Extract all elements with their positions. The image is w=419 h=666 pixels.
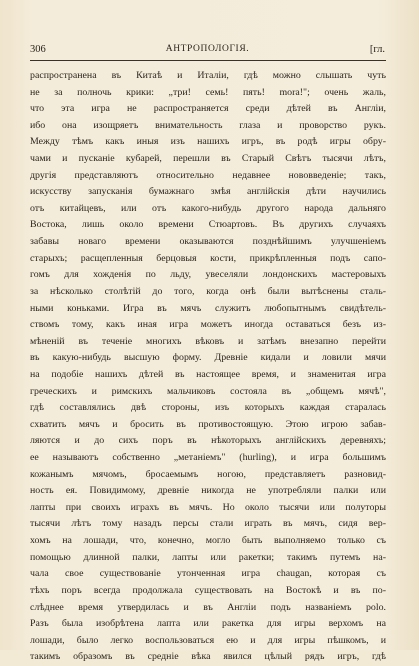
text-line: чала свое существованіе утонченная игра chaugan, которая съ — [30, 568, 386, 580]
text-line: Востока, лишь около времени Стюартовъ. Въ другихъ случаяхъ — [30, 219, 386, 231]
chapter-mark: [гл. — [369, 44, 385, 55]
text-line: мѣненій въ теченіе многихъ вѣковъ и затѣмъ внезапно перейти — [30, 335, 386, 347]
text-line: такимъ образомъ въ средніе вѣка явился цѣлый рядъ игръ, гдѣ — [30, 651, 386, 663]
text-line: лошади, было легко воспользоваться ею и для игры пѣшкомъ, и — [30, 634, 386, 646]
text-line: ность ея. Повидимому, древніе никогда не употребляли палки или — [30, 485, 386, 497]
text-line: не за полночь крики: „три! семь! пять! mora!"; очень жаль, — [30, 86, 386, 98]
text-line: отъ китайцевъ, или отъ какого-нибудь другого народа дальняго — [30, 202, 386, 214]
body-text — [30, 68, 386, 666]
text-line: другія представляютъ относительно недавнее нововведеніе; такъ, — [30, 169, 386, 181]
text-line: лапты при своихъ играхъ въ мячъ. Но около тысячи или полуторы — [30, 501, 386, 513]
text-line: искусству запусканія бумажнаго змѣя англійскія дѣти научились — [30, 186, 386, 198]
text-line: ибо она изощряетъ внимательность глаза и проворство рукъ. — [30, 119, 386, 131]
text-line: гомъ для хожденія по льду, увеселяли лондонскихъ мастеровыхъ — [30, 269, 386, 281]
text-line: старыхъ; расщепленныя берцовыя кости, прикрѣпленныя подъ сапо- — [30, 252, 386, 264]
page-number: 306 — [30, 44, 46, 55]
text-line: схватить мячъ и бросить въ противостоящую. Этою игрою забав- — [30, 418, 386, 430]
text-line: греческихъ и римскихъ мальчиковъ состояла въ „общемъ мячѣ", — [30, 385, 386, 397]
text-line: кожанымъ мячомъ, бросаемымъ ногою, представляетъ разновид- — [30, 468, 386, 480]
text-line: чами и пусканіе кубарей, перешли въ Старый Свѣтъ тысячи лѣтъ, — [30, 153, 386, 165]
header-rule — [30, 60, 386, 61]
text-line: забавы новаго времени оказываются позднѣйшимъ улучшеніемъ — [30, 236, 386, 248]
text-line: въ какую-нибудь высшую форму. Древніе кидали и ловили мячи — [30, 352, 386, 364]
text-line: что эта игра не распространяется среди дѣтей въ Англіи, — [30, 103, 386, 115]
text-line: слѣднее время утвердилась и въ Англіи подъ названіемъ polo. — [30, 601, 386, 613]
text-line: ными коньками. Игра въ мячъ служитъ любопытнымъ свидѣтель- — [30, 302, 386, 314]
text-line: Между тѣмъ какъ иныя изъ нашихъ игръ, въ родѣ игры обру- — [30, 136, 386, 148]
text-line: за нѣсколько столѣтій до того, когда онѣ были вытѣснены сталь- — [30, 285, 386, 297]
text-line: гдѣ составлялись двѣ стороны, изъ которыхъ каждая старалась — [30, 402, 386, 414]
text-line: на подобіе нашихъ дѣтей въ настоящее время, и знаменитая игра — [30, 368, 386, 380]
page-header — [30, 44, 385, 58]
text-line: тѣхъ поръ всегда продолжала существовать на Востокѣ и въ по- — [30, 584, 386, 596]
text-line: хомъ на лошади, что, конечно, могло быть выполняемо только съ — [30, 535, 386, 547]
text-line: ствомъ тому, какъ иная игра можетъ иногда оставаться безъ из- — [30, 319, 386, 331]
text-line: Разъ была изобрѣтена лапта или ракетка для игры верхомъ на — [30, 618, 386, 630]
text-line: ее называютъ собственно „метаніемъ" (hurling), и игра большимъ — [30, 452, 386, 464]
text-line: тысячи лѣтъ тому назадъ персы стали играть въ мячъ, сидя вер- — [30, 518, 386, 530]
running-title: АНТРОПОЛОГІЯ. — [165, 44, 250, 54]
text-line: ляются и до сихъ поръ въ нѣкоторыхъ англійскихъ деревняхъ; — [30, 435, 386, 447]
text-line: помощью длинной палки, лапты или ракетки; такимъ путемъ на- — [30, 551, 386, 563]
text-line: распространена въ Китаѣ и Италіи, гдѣ можно слышать чуть — [30, 70, 386, 81]
